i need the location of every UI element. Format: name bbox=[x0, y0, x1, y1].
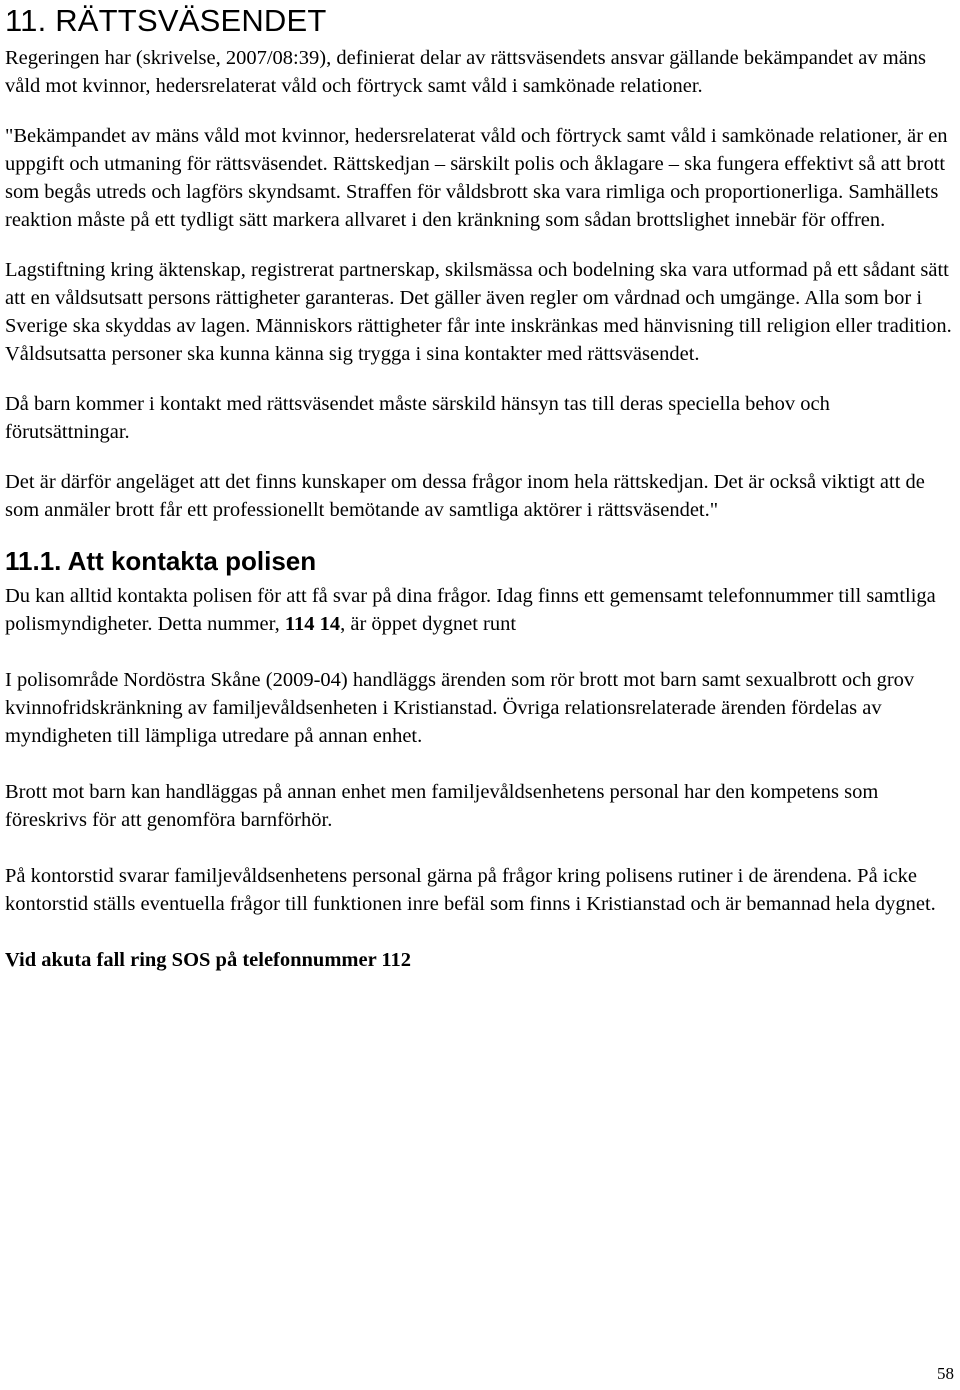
contact-paragraph bbox=[5, 582, 957, 638]
chapter-heading: 11. RÄTTSVÄSENDET bbox=[5, 3, 327, 38]
quote-paragraph-3: Då barn kommer i kontakt med rättsväsendet måste särskild hänsyn tas till deras speciella behov och förutsättningar. bbox=[5, 393, 830, 443]
emergency-notice: Vid akuta fall ring SOS på telefonnummer 112 bbox=[5, 949, 412, 971]
document-page bbox=[5, 0, 957, 974]
page-number: 58 bbox=[937, 1364, 954, 1383]
quote-paragraph-2b: Våldsutsatta personer ska kunna känna sig trygga i sina kontakter med rättsväsendet. bbox=[5, 343, 700, 365]
office-hours-paragraph: På kontorstid svarar familjevåldsenhetens personal gärna på frågor kring polisens rutiner i de ärendena. På icke kontorstid ställs eventuella frågor till funktionen inre befäl som finns i Kristianstad och är bemannad hela dygnet. bbox=[5, 865, 936, 915]
contact-text-after: , är öppet dygnet runt bbox=[340, 613, 517, 635]
section-heading: 11.1. Att kontakta polisen bbox=[5, 546, 317, 576]
children-paragraph: Brott mot barn kan handläggas på annan enhet men familjevåldsenhetens personal har den kompetens som föreskrivs för att genomföra barnförhör. bbox=[5, 781, 879, 831]
intro-paragraph: Regeringen har (skrivelse, 2007/08:39), definierat delar av rättsväsendets ansvar gällande bekämpandet av mäns våld mot kvinnor, hedersrelaterat våld och förtryck samt våld i samkönade relationer. bbox=[5, 47, 927, 97]
quote-paragraph-1: "Bekämpandet av mäns våld mot kvinnor, hedersrelaterat våld och förtryck samt våld i samkönade relationer, är en uppgift och utmaning för rättsväsendet. Rättskedjan – särskilt polis och åklagare – ska fungera effektivt så att brott som begås utreds och lagförs skyndsamt. Straffen för våldsbrott ska vara rimliga och proportionerliga. Samhällets reaktion måste på ett tydligt sätt markera allvaret i den kränkning som sådan brottslighet innebär för offren. bbox=[5, 125, 948, 231]
quote-paragraph-4: Det är därför angeläget att det finns kunskaper om dessa frågor inom hela rättskedjan. Det är också viktigt att de som anmäler brott får ett professionellt bemötande av samtliga aktörer i rättsväsendet." bbox=[5, 471, 925, 521]
region-paragraph: I polisområde Nordöstra Skåne (2009-04) handläggs ärenden som rör brott mot barn samt sexualbrott och grov kvinnofridskränkning av familjevåldsenheten i Kristianstad. Övriga relationsrelaterade ärenden fördelas av myndigheten till lämpliga utredare på annan enhet. bbox=[5, 669, 915, 747]
quote-paragraph-2: Lagstiftning kring äktenskap, registrerat partnerskap, skilsmässa och bodelning ska vara utformad på ett sådant sätt att en våldsutsatt persons rättigheter garanteras. Det gäller även regler om vårdnad och umgänge. Alla som bor i Sverige ska skyddas av lagen. Människors rättigheter får inte inskränkas med hänvisning till religion eller tradition. bbox=[5, 259, 952, 337]
contact-text-before: Du kan alltid kontakta polisen för att få svar på dina frågor. Idag finns ett gemensamt telefonnummer till samtliga polismyndigheter. Detta nummer, bbox=[5, 585, 936, 635]
contact-phone-number: 114 14 bbox=[284, 613, 341, 635]
